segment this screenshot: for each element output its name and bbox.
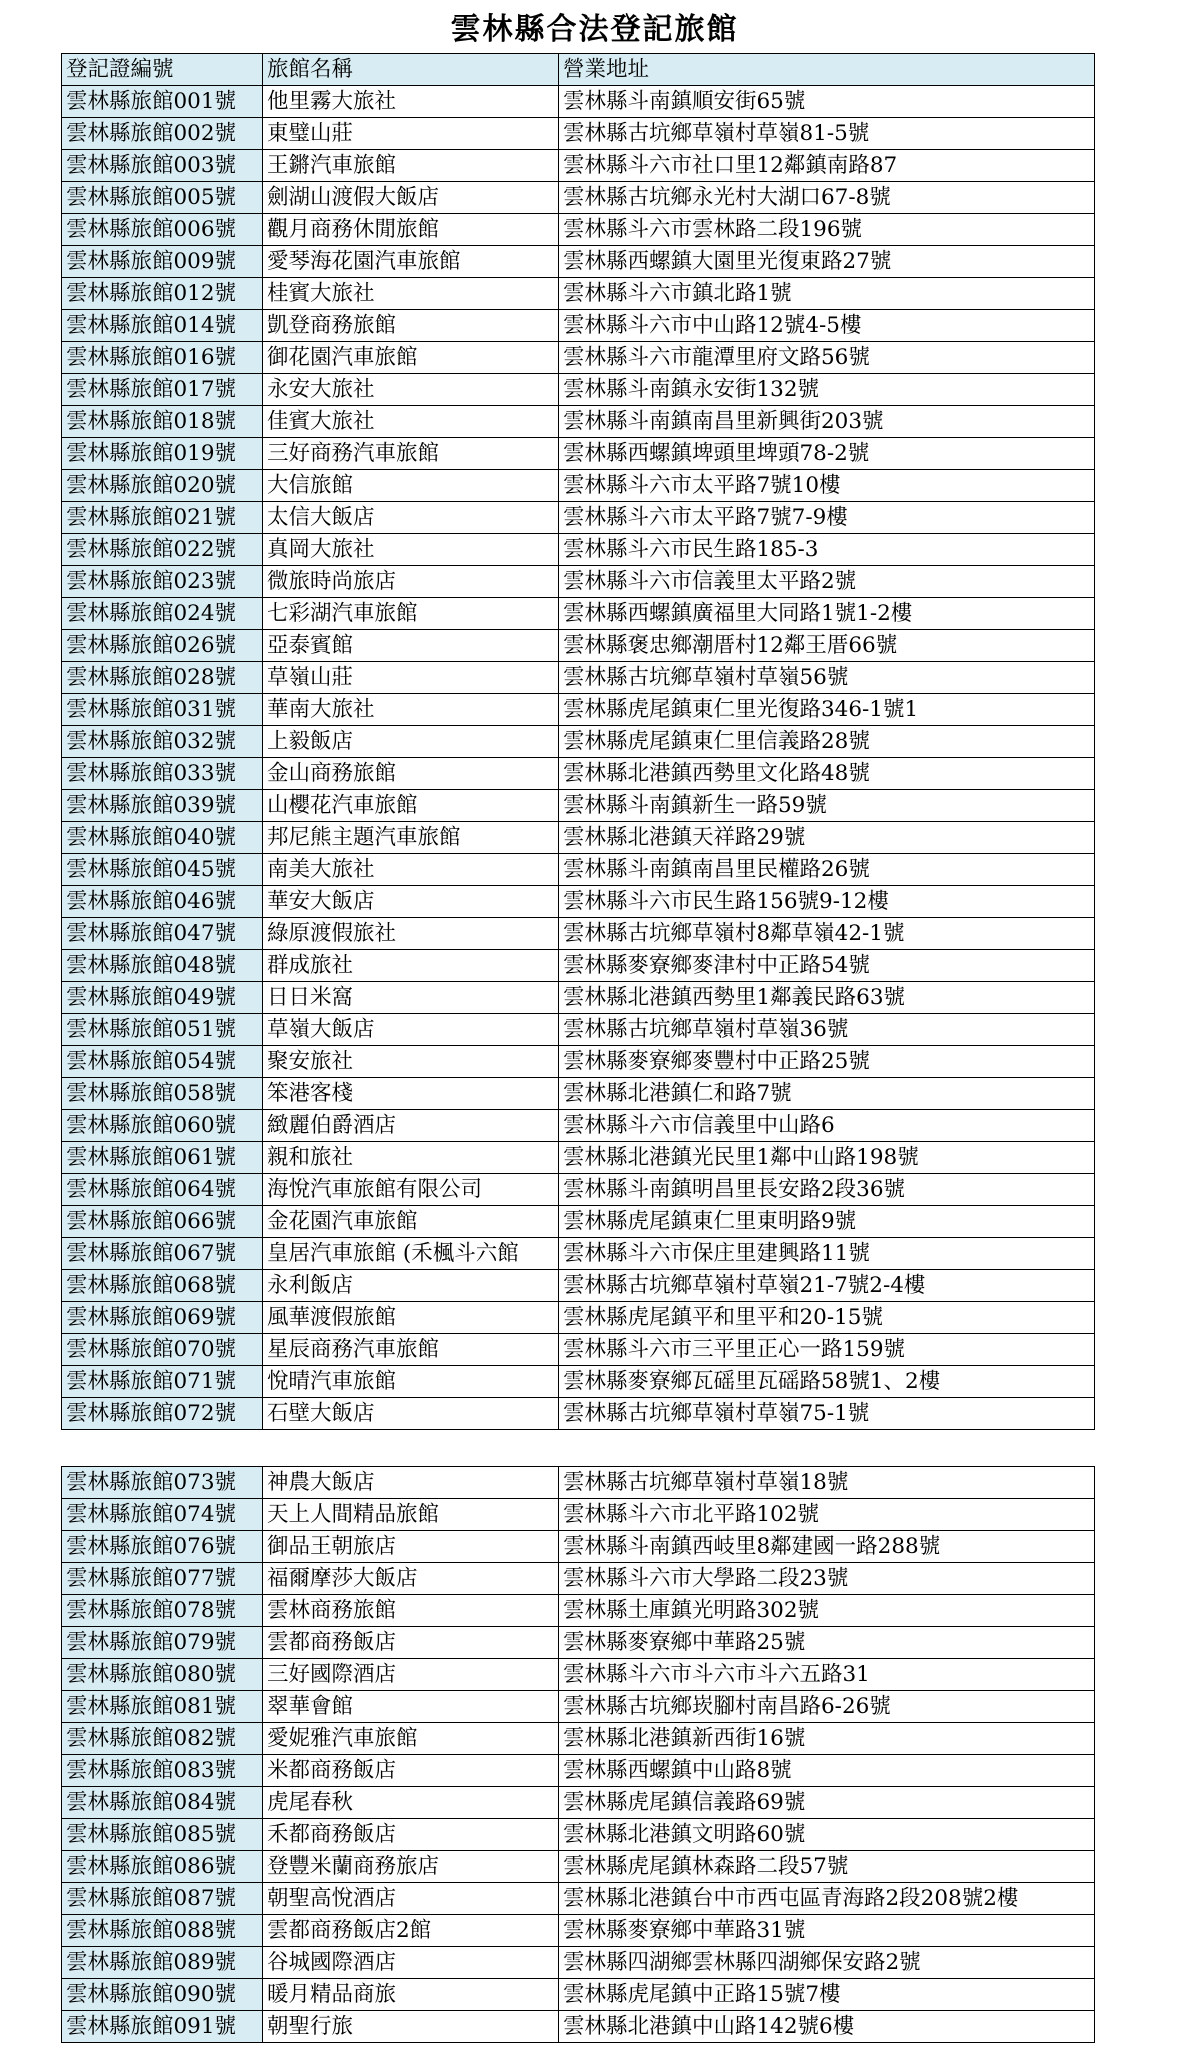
hotel-name-cell: 福爾摩莎大飯店 [263, 1563, 559, 1595]
address-cell: 雲林縣北港鎮光民里1鄰中山路198號 [559, 1142, 1095, 1174]
address-cell: 雲林縣北港鎮天祥路29號 [559, 822, 1095, 854]
address-cell: 雲林縣斗六市信義里中山路6 [559, 1110, 1095, 1142]
hotel-name-cell: 三好國際酒店 [263, 1659, 559, 1691]
license-no-cell: 雲林縣旅館088號 [62, 1915, 263, 1947]
table-row [62, 1110, 1095, 1142]
address-cell: 雲林縣古坑鄉崁腳村南昌路6-26號 [559, 1691, 1095, 1723]
page-title: 雲林縣合法登記旅館 [450, 12, 739, 47]
address-cell: 雲林縣斗南鎮順安街65號 [559, 86, 1095, 118]
hotel-name-cell: 華南大旅社 [263, 694, 559, 726]
license-no-cell: 雲林縣旅館006號 [62, 214, 263, 246]
table-row [62, 1659, 1095, 1691]
hotel-name-cell: 虎尾春秋 [263, 1787, 559, 1819]
hotel-name-cell: 御品王朝旅店 [263, 1531, 559, 1563]
license-no-cell: 雲林縣旅館085號 [62, 1819, 263, 1851]
hotel-name-cell: 邦尼熊主題汽車旅館 [263, 822, 559, 854]
license-no-cell: 雲林縣旅館064號 [62, 1174, 263, 1206]
hotel-name-cell: 南美大旅社 [263, 854, 559, 886]
address-cell: 雲林縣北港鎮台中市西屯區青海路2段208號2樓 [559, 1883, 1095, 1915]
license-no-cell: 雲林縣旅館079號 [62, 1627, 263, 1659]
table-row [62, 1238, 1095, 1270]
license-no-cell: 雲林縣旅館032號 [62, 726, 263, 758]
address-cell: 雲林縣斗六市社口里12鄰鎮南路87 [559, 150, 1095, 182]
hotel-name-cell: 悅晴汽車旅館 [263, 1366, 559, 1398]
license-no-cell: 雲林縣旅館090號 [62, 1979, 263, 2011]
address-cell: 雲林縣斗六市信義里太平路2號 [559, 566, 1095, 598]
table-row [62, 534, 1095, 566]
header-license-no: 登記證編號 [62, 54, 263, 86]
license-no-cell: 雲林縣旅館023號 [62, 566, 263, 598]
hotel-name-cell: 朝聖高悅酒店 [263, 1883, 559, 1915]
hotel-name-cell: 微旅時尚旅店 [263, 566, 559, 598]
license-no-cell: 雲林縣旅館017號 [62, 374, 263, 406]
hotel-name-cell: 翠華會館 [263, 1691, 559, 1723]
license-no-cell: 雲林縣旅館074號 [62, 1499, 263, 1531]
hotel-name-cell: 太信大飯店 [263, 502, 559, 534]
hotel-table-body-2 [62, 1467, 1095, 2043]
hotel-name-cell: 神農大飯店 [263, 1467, 559, 1499]
hotel-name-cell: 愛妮雅汽車旅館 [263, 1723, 559, 1755]
table-row [62, 342, 1095, 374]
address-cell: 雲林縣西螺鎮大園里光復東路27號 [559, 246, 1095, 278]
table-row [62, 438, 1095, 470]
hotel-name-cell: 真岡大旅社 [263, 534, 559, 566]
license-no-cell: 雲林縣旅館002號 [62, 118, 263, 150]
hotel-name-cell: 上毅飯店 [263, 726, 559, 758]
hotel-name-cell: 王鏘汽車旅館 [263, 150, 559, 182]
license-no-cell: 雲林縣旅館069號 [62, 1302, 263, 1334]
hotel-name-cell: 亞泰賓館 [263, 630, 559, 662]
license-no-cell: 雲林縣旅館018號 [62, 406, 263, 438]
license-no-cell: 雲林縣旅館089號 [62, 1947, 263, 1979]
hotel-name-cell: 緻麗伯爵酒店 [263, 1110, 559, 1142]
table-row [62, 310, 1095, 342]
address-cell: 雲林縣古坑鄉草嶺村草嶺75-1號 [559, 1398, 1095, 1430]
hotel-name-cell: 金花園汽車旅館 [263, 1206, 559, 1238]
header-hotel-name: 旅館名稱 [263, 54, 559, 86]
license-no-cell: 雲林縣旅館083號 [62, 1755, 263, 1787]
license-no-cell: 雲林縣旅館086號 [62, 1851, 263, 1883]
address-cell: 雲林縣北港鎮新西街16號 [559, 1723, 1095, 1755]
hotel-name-cell: 金山商務旅館 [263, 758, 559, 790]
table-row [62, 1947, 1095, 1979]
table-row [62, 1499, 1095, 1531]
hotel-name-cell: 雲都商務飯店2館 [263, 1915, 559, 1947]
license-no-cell: 雲林縣旅館076號 [62, 1531, 263, 1563]
table-row [62, 1014, 1095, 1046]
table-row [62, 822, 1095, 854]
table-row [62, 1302, 1095, 1334]
license-no-cell: 雲林縣旅館047號 [62, 918, 263, 950]
address-cell: 雲林縣斗六市保庄里建興路11號 [559, 1238, 1095, 1270]
table-row [62, 662, 1095, 694]
license-no-cell: 雲林縣旅館072號 [62, 1398, 263, 1430]
license-no-cell: 雲林縣旅館048號 [62, 950, 263, 982]
address-cell: 雲林縣古坑鄉草嶺村草嶺21-7號2-4樓 [559, 1270, 1095, 1302]
table-row [62, 950, 1095, 982]
table-row [62, 1563, 1095, 1595]
table-row [62, 86, 1095, 118]
table-row [62, 1979, 1095, 2011]
hotel-name-cell: 星辰商務汽車旅館 [263, 1334, 559, 1366]
address-cell: 雲林縣虎尾鎮信義路69號 [559, 1787, 1095, 1819]
license-no-cell: 雲林縣旅館020號 [62, 470, 263, 502]
hotel-name-cell: 凱登商務旅館 [263, 310, 559, 342]
address-cell: 雲林縣斗六市民生路185-3 [559, 534, 1095, 566]
table-row [62, 982, 1095, 1014]
table-row [62, 1142, 1095, 1174]
hotel-name-cell: 朝聖行旅 [263, 2011, 559, 2043]
table-row [62, 1595, 1095, 1627]
table-header-row [62, 54, 1095, 86]
table-row [62, 1206, 1095, 1238]
hotel-name-cell: 劍湖山渡假大飯店 [263, 182, 559, 214]
license-no-cell: 雲林縣旅館049號 [62, 982, 263, 1014]
hotel-name-cell: 雲都商務飯店 [263, 1627, 559, 1659]
license-no-cell: 雲林縣旅館033號 [62, 758, 263, 790]
address-cell: 雲林縣虎尾鎮中正路15號7樓 [559, 1979, 1095, 2011]
license-no-cell: 雲林縣旅館073號 [62, 1467, 263, 1499]
table-row [62, 214, 1095, 246]
hotel-name-cell: 風華渡假旅館 [263, 1302, 559, 1334]
license-no-cell: 雲林縣旅館031號 [62, 694, 263, 726]
license-no-cell: 雲林縣旅館014號 [62, 310, 263, 342]
address-cell: 雲林縣斗六市三平里正心一路159號 [559, 1334, 1095, 1366]
address-cell: 雲林縣斗南鎮明昌里長安路2段36號 [559, 1174, 1095, 1206]
table-row [62, 150, 1095, 182]
table-row [62, 1755, 1095, 1787]
license-no-cell: 雲林縣旅館051號 [62, 1014, 263, 1046]
table-row [62, 1046, 1095, 1078]
license-no-cell: 雲林縣旅館082號 [62, 1723, 263, 1755]
address-cell: 雲林縣斗六市大學路二段23號 [559, 1563, 1095, 1595]
table-row [62, 2011, 1095, 2043]
hotel-name-cell: 三好商務汽車旅館 [263, 438, 559, 470]
table-row [62, 1366, 1095, 1398]
hotel-name-cell: 觀月商務休閒旅館 [263, 214, 559, 246]
license-no-cell: 雲林縣旅館081號 [62, 1691, 263, 1723]
address-cell: 雲林縣麥寮鄉中華路25號 [559, 1627, 1095, 1659]
table-row [62, 1334, 1095, 1366]
address-cell: 雲林縣斗南鎮西岐里8鄰建國一路288號 [559, 1531, 1095, 1563]
address-cell: 雲林縣四湖鄉雲林縣四湖鄉保安路2號 [559, 1947, 1095, 1979]
license-no-cell: 雲林縣旅館022號 [62, 534, 263, 566]
table-row [62, 1691, 1095, 1723]
address-cell: 雲林縣斗南鎮永安街132號 [559, 374, 1095, 406]
address-cell: 雲林縣虎尾鎮林森路二段57號 [559, 1851, 1095, 1883]
address-cell: 雲林縣虎尾鎮平和里平和20-15號 [559, 1302, 1095, 1334]
hotel-name-cell: 雲林商務旅館 [263, 1595, 559, 1627]
license-no-cell: 雲林縣旅館005號 [62, 182, 263, 214]
address-cell: 雲林縣古坑鄉草嶺村草嶺56號 [559, 662, 1095, 694]
table-row [62, 726, 1095, 758]
hotel-table-part-1 [61, 53, 1095, 1430]
address-cell: 雲林縣斗六市雲林路二段196號 [559, 214, 1095, 246]
hotel-name-cell: 東璧山莊 [263, 118, 559, 150]
address-cell: 雲林縣斗六市中山路12號4-5樓 [559, 310, 1095, 342]
license-no-cell: 雲林縣旅館040號 [62, 822, 263, 854]
hotel-name-cell: 石壁大飯店 [263, 1398, 559, 1430]
address-cell: 雲林縣斗六市北平路102號 [559, 1499, 1095, 1531]
hotel-name-cell: 山櫻花汽車旅館 [263, 790, 559, 822]
license-no-cell: 雲林縣旅館068號 [62, 1270, 263, 1302]
table-row [62, 1398, 1095, 1430]
address-cell: 雲林縣虎尾鎮東仁里信義路28號 [559, 726, 1095, 758]
address-cell: 雲林縣古坑鄉草嶺村8鄰草嶺42-1號 [559, 918, 1095, 950]
license-no-cell: 雲林縣旅館067號 [62, 1238, 263, 1270]
address-cell: 雲林縣古坑鄉草嶺村草嶺36號 [559, 1014, 1095, 1046]
hotel-name-cell: 佳賓大旅社 [263, 406, 559, 438]
address-cell: 雲林縣西螺鎮埤頭里埤頭78-2號 [559, 438, 1095, 470]
table-row [62, 1787, 1095, 1819]
table-row [62, 118, 1095, 150]
table-row [62, 1627, 1095, 1659]
hotel-name-cell: 聚安旅社 [263, 1046, 559, 1078]
address-cell: 雲林縣褒忠鄉潮厝村12鄰王厝66號 [559, 630, 1095, 662]
hotel-name-cell: 七彩湖汽車旅館 [263, 598, 559, 630]
license-no-cell: 雲林縣旅館026號 [62, 630, 263, 662]
address-cell: 雲林縣麥寮鄉瓦磘里瓦磘路58號1、2樓 [559, 1366, 1095, 1398]
address-cell: 雲林縣北港鎮仁和路7號 [559, 1078, 1095, 1110]
table-row [62, 374, 1095, 406]
table-row [62, 886, 1095, 918]
license-no-cell: 雲林縣旅館012號 [62, 278, 263, 310]
license-no-cell: 雲林縣旅館080號 [62, 1659, 263, 1691]
license-no-cell: 雲林縣旅館045號 [62, 854, 263, 886]
license-no-cell: 雲林縣旅館078號 [62, 1595, 263, 1627]
table-row [62, 502, 1095, 534]
table-row [62, 790, 1095, 822]
hotel-name-cell: 米都商務飯店 [263, 1755, 559, 1787]
hotel-name-cell: 禾都商務飯店 [263, 1819, 559, 1851]
license-no-cell: 雲林縣旅館046號 [62, 886, 263, 918]
hotel-name-cell: 御花園汽車旅館 [263, 342, 559, 374]
hotel-name-cell: 桂賓大旅社 [263, 278, 559, 310]
address-cell: 雲林縣西螺鎮中山路8號 [559, 1755, 1095, 1787]
hotel-name-cell: 綠原渡假旅社 [263, 918, 559, 950]
table-row [62, 630, 1095, 662]
hotel-name-cell: 登豐米蘭商務旅店 [263, 1851, 559, 1883]
table-row [62, 1819, 1095, 1851]
hotel-name-cell: 谷城國際酒店 [263, 1947, 559, 1979]
table-row [62, 182, 1095, 214]
hotel-name-cell: 大信旅館 [263, 470, 559, 502]
address-cell: 雲林縣斗六市龍潭里府文路56號 [559, 342, 1095, 374]
license-no-cell: 雲林縣旅館039號 [62, 790, 263, 822]
table-row [62, 470, 1095, 502]
address-cell: 雲林縣土庫鎮光明路302號 [559, 1595, 1095, 1627]
address-cell: 雲林縣古坑鄉永光村大湖口67-8號 [559, 182, 1095, 214]
table-row [62, 1078, 1095, 1110]
license-no-cell: 雲林縣旅館060號 [62, 1110, 263, 1142]
license-no-cell: 雲林縣旅館061號 [62, 1142, 263, 1174]
license-no-cell: 雲林縣旅館071號 [62, 1366, 263, 1398]
hotel-name-cell: 華安大飯店 [263, 886, 559, 918]
hotel-name-cell: 親和旅社 [263, 1142, 559, 1174]
hotel-name-cell: 暖月精品商旅 [263, 1979, 559, 2011]
hotel-name-cell: 皇居汽車旅館 (禾楓斗六館 [263, 1238, 559, 1270]
address-cell: 雲林縣古坑鄉草嶺村草嶺18號 [559, 1467, 1095, 1499]
table-row [62, 406, 1095, 438]
license-no-cell: 雲林縣旅館058號 [62, 1078, 263, 1110]
table-row [62, 1270, 1095, 1302]
license-no-cell: 雲林縣旅館028號 [62, 662, 263, 694]
address-cell: 雲林縣北港鎮西勢里1鄰義民路63號 [559, 982, 1095, 1014]
address-cell: 雲林縣斗六市太平路7號10樓 [559, 470, 1095, 502]
hotel-name-cell: 笨港客棧 [263, 1078, 559, 1110]
table-row [62, 1851, 1095, 1883]
table-row [62, 918, 1095, 950]
address-cell: 雲林縣麥寮鄉麥豐村中正路25號 [559, 1046, 1095, 1078]
license-no-cell: 雲林縣旅館003號 [62, 150, 263, 182]
hotel-name-cell: 海悅汽車旅館有限公司 [263, 1174, 559, 1206]
hotel-name-cell: 天上人間精品旅館 [263, 1499, 559, 1531]
license-no-cell: 雲林縣旅館070號 [62, 1334, 263, 1366]
address-cell: 雲林縣北港鎮中山路142號6樓 [559, 2011, 1095, 2043]
address-cell: 雲林縣北港鎮文明路60號 [559, 1819, 1095, 1851]
hotel-name-cell: 日日米窩 [263, 982, 559, 1014]
address-cell: 雲林縣斗六市太平路7號7-9樓 [559, 502, 1095, 534]
hotel-name-cell: 他里霧大旅社 [263, 86, 559, 118]
license-no-cell: 雲林縣旅館066號 [62, 1206, 263, 1238]
table-row [62, 854, 1095, 886]
license-no-cell: 雲林縣旅館084號 [62, 1787, 263, 1819]
license-no-cell: 雲林縣旅館019號 [62, 438, 263, 470]
table-row [62, 598, 1095, 630]
address-cell: 雲林縣斗六市斗六市斗六五路31 [559, 1659, 1095, 1691]
license-no-cell: 雲林縣旅館021號 [62, 502, 263, 534]
table-row [62, 1174, 1095, 1206]
table-row [62, 1531, 1095, 1563]
table-row [62, 566, 1095, 598]
address-cell: 雲林縣斗南鎮新生一路59號 [559, 790, 1095, 822]
table-row [62, 278, 1095, 310]
address-cell: 雲林縣麥寮鄉中華路31號 [559, 1915, 1095, 1947]
header-address: 營業地址 [559, 54, 1095, 86]
address-cell: 雲林縣虎尾鎮東仁里光復路346-1號1 [559, 694, 1095, 726]
address-cell: 雲林縣斗南鎮南昌里民權路26號 [559, 854, 1095, 886]
hotel-table-part-2 [61, 1466, 1095, 2043]
license-no-cell: 雲林縣旅館024號 [62, 598, 263, 630]
table-row [62, 1915, 1095, 1947]
license-no-cell: 雲林縣旅館091號 [62, 2011, 263, 2043]
table-row [62, 1883, 1095, 1915]
table-row [62, 758, 1095, 790]
license-no-cell: 雲林縣旅館016號 [62, 342, 263, 374]
license-no-cell: 雲林縣旅館054號 [62, 1046, 263, 1078]
hotel-name-cell: 永安大旅社 [263, 374, 559, 406]
address-cell: 雲林縣虎尾鎮東仁里東明路9號 [559, 1206, 1095, 1238]
address-cell: 雲林縣古坑鄉草嶺村草嶺81-5號 [559, 118, 1095, 150]
hotel-name-cell: 草嶺山莊 [263, 662, 559, 694]
hotel-name-cell: 草嶺大飯店 [263, 1014, 559, 1046]
license-no-cell: 雲林縣旅館077號 [62, 1563, 263, 1595]
table-row [62, 246, 1095, 278]
address-cell: 雲林縣斗南鎮南昌里新興街203號 [559, 406, 1095, 438]
license-no-cell: 雲林縣旅館009號 [62, 246, 263, 278]
address-cell: 雲林縣斗六市民生路156號9-12樓 [559, 886, 1095, 918]
license-no-cell: 雲林縣旅館087號 [62, 1883, 263, 1915]
table-row [62, 694, 1095, 726]
hotel-name-cell: 群成旅社 [263, 950, 559, 982]
address-cell: 雲林縣西螺鎮廣福里大同路1號1-2樓 [559, 598, 1095, 630]
address-cell: 雲林縣北港鎮西勢里文化路48號 [559, 758, 1095, 790]
hotel-name-cell: 愛琴海花園汽車旅館 [263, 246, 559, 278]
address-cell: 雲林縣斗六市鎮北路1號 [559, 278, 1095, 310]
hotel-name-cell: 永利飯店 [263, 1270, 559, 1302]
license-no-cell: 雲林縣旅館001號 [62, 86, 263, 118]
hotel-table-body-1 [62, 54, 1095, 1430]
address-cell: 雲林縣麥寮鄉麥津村中正路54號 [559, 950, 1095, 982]
table-row [62, 1723, 1095, 1755]
table-row [62, 1467, 1095, 1499]
